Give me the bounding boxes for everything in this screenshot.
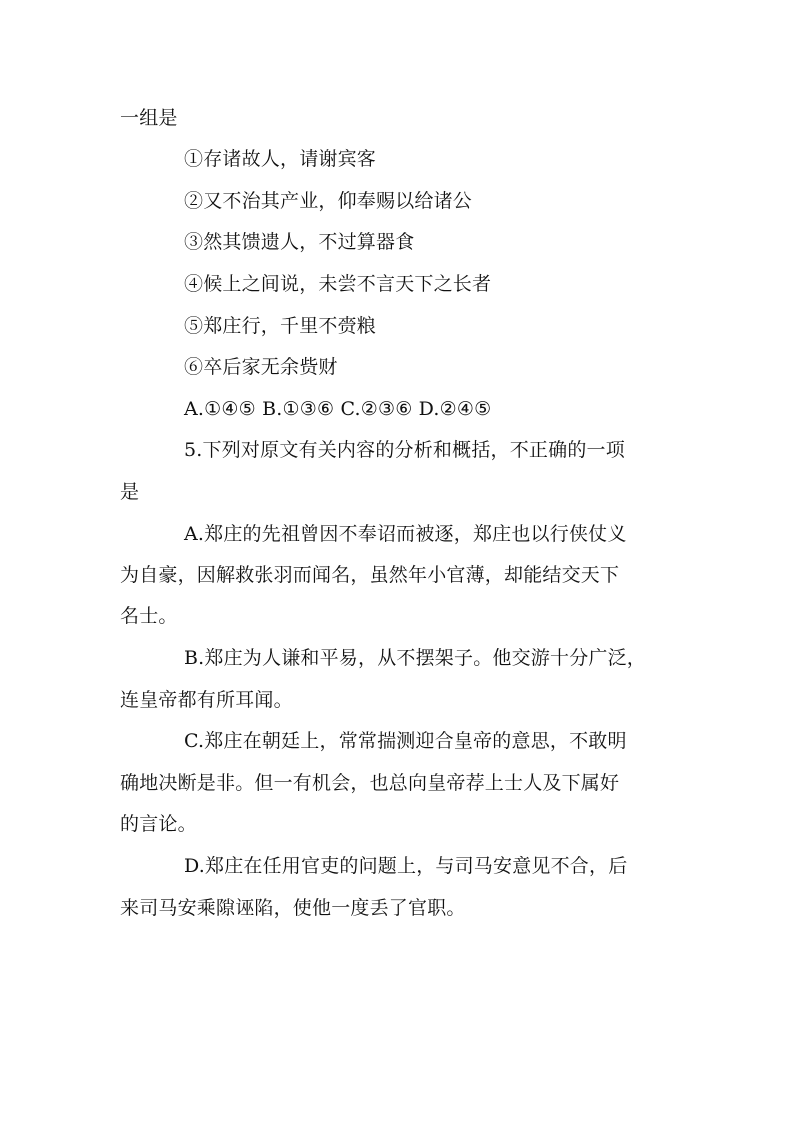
- choice-a-line-2: 为自豪，因解救张羽而闻名，虽然年小官薄，却能结交天下: [120, 564, 620, 586]
- option-item-5: ⑤郑庄行，千里不赍粮: [184, 315, 377, 337]
- choice-c-line-3: 的言论。: [120, 813, 197, 835]
- question-5-stem-continued: 是: [120, 481, 140, 503]
- option-item-3: ③然其馈遗人，不过算器食: [184, 231, 415, 253]
- choice-d-line-1: D.郑庄在任用官吏的问题上，与司马安意见不合，后: [184, 855, 628, 877]
- choice-a-line-3: 名士。: [120, 605, 178, 627]
- text-line-continuation: 一组是: [120, 107, 178, 129]
- choice-b-line-1: B.郑庄为人谦和平易，从不摆架子。他交游十分广泛，: [184, 647, 647, 669]
- choice-d-line-2: 来司马安乘隙诬陷，使他一度丢了官职。: [120, 897, 466, 919]
- choice-a-line-1: A.郑庄的先祖曾因不奉诏而被逐，郑庄也以行侠仗义: [184, 523, 627, 545]
- choice-c-line-1: C.郑庄在朝廷上，常常揣测迎合皇帝的意思，不敢明: [184, 730, 627, 752]
- option-item-6: ⑥卒后家无余赀财: [184, 356, 338, 378]
- choice-b-line-2: 连皇帝都有所耳闻。: [120, 689, 293, 711]
- option-item-2: ②又不治其产业，仰奉赐以给诸公: [184, 190, 473, 212]
- answer-choices: A.①④⑤ B.①③⑥ C.②③⑥ D.②④⑤: [184, 398, 492, 420]
- question-5-stem: 5.下列对原文有关内容的分析和概括，不正确的一项: [184, 439, 625, 461]
- choice-c-line-2: 确地决断是非。但一有机会，也总向皇帝荐上士人及下属好: [120, 772, 620, 794]
- option-item-1: ①存诸故人，请谢宾客: [184, 148, 377, 170]
- option-item-4: ④候上之间说，未尝不言天下之长者: [184, 273, 492, 295]
